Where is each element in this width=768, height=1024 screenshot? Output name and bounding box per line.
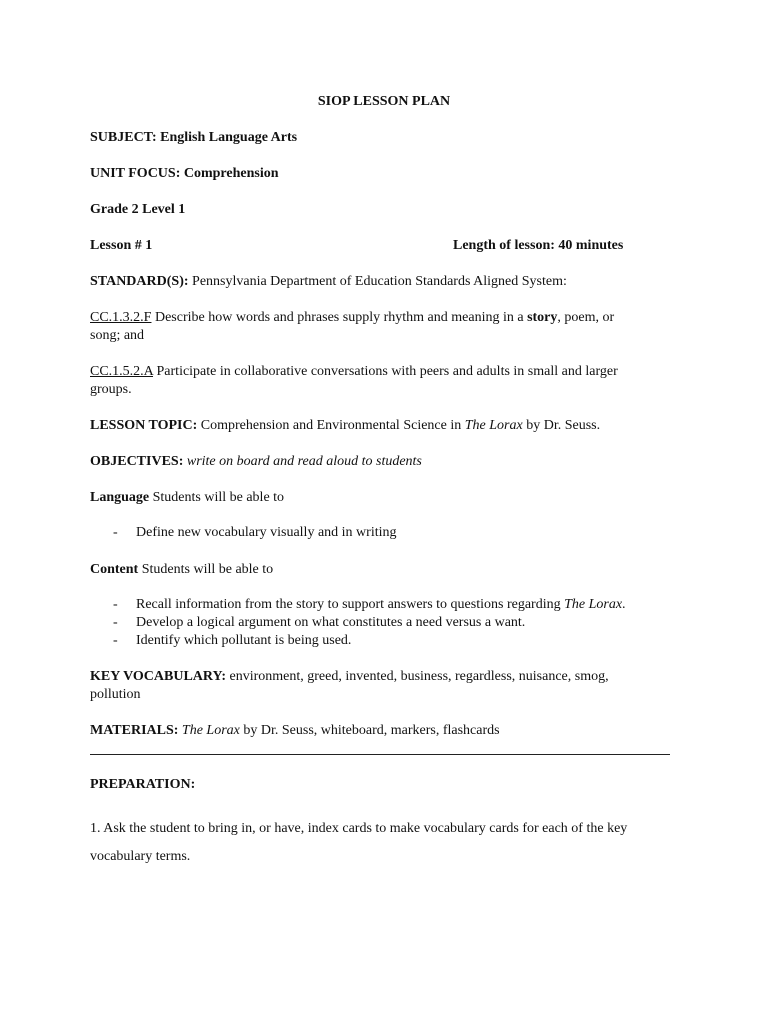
preparation-step-text-line2: vocabulary terms. xyxy=(90,849,191,864)
list-item-post: . xyxy=(622,597,626,612)
grade-line xyxy=(90,201,670,219)
key-vocabulary-label: KEY VOCABULARY: xyxy=(90,669,227,684)
page-title: SIOP LESSON PLAN xyxy=(317,94,451,109)
list-item-text: Develop a logical argument on what constitutes a need versus a want. xyxy=(136,615,526,630)
key-vocabulary-terms: environment, greed, invented, business, regardless, nuisance, smog, xyxy=(229,669,609,684)
language-label: Language xyxy=(90,490,150,505)
lesson-topic-text: Comprehension and Environmental Science in xyxy=(200,418,462,433)
objectives-label: OBJECTIVES: xyxy=(90,454,184,469)
standard-text-line2: song; and xyxy=(90,328,145,343)
materials-book: The Lorax xyxy=(181,723,240,738)
list-item-text: Define new vocabulary visually and in writing xyxy=(136,525,397,540)
grade-value: Grade 2 Level 1 xyxy=(90,202,186,217)
lesson-topic-label: LESSON TOPIC: xyxy=(90,418,198,433)
standard-text-post: , poem, or xyxy=(557,310,615,325)
preparation-step-text: 1. Ask the student to bring in, or have, index cards to make vocabulary cards for each of the key xyxy=(90,821,628,836)
unit-focus-label: UNIT FOCUS: xyxy=(90,166,181,181)
standard-code-link[interactable]: CC.1.5.2.A xyxy=(90,364,154,379)
lesson-topic-book: The Lorax xyxy=(464,418,523,433)
key-vocabulary-line xyxy=(90,668,670,704)
bullet-dash: - xyxy=(113,597,118,612)
preparation-label: PREPARATION: xyxy=(90,777,196,792)
content-line xyxy=(90,561,670,579)
unit-focus-value: Comprehension xyxy=(183,166,279,181)
lesson-topic-author: by Dr. Seuss. xyxy=(526,418,601,433)
standard-code-link[interactable]: CC.1.3.2.F xyxy=(90,310,152,325)
language-value: Students will be able to xyxy=(152,490,285,505)
standards-line xyxy=(90,273,670,291)
materials-line xyxy=(90,722,670,740)
standard-item xyxy=(90,309,670,345)
lesson-line xyxy=(90,237,670,255)
unit-focus-line xyxy=(90,165,670,183)
objectives-value: write on board and read aloud to students xyxy=(186,454,422,469)
standard-text: Describe how words and phrases supply rhythm and meaning in a xyxy=(154,310,524,325)
objectives-line xyxy=(90,453,670,471)
language-line xyxy=(90,489,670,507)
lesson-length: Length of lesson: 40 minutes xyxy=(453,238,624,253)
materials-list: by Dr. Seuss, whiteboard, markers, flashcards xyxy=(243,723,500,738)
list-item-pre: Recall information from the story to support answers to questions regarding xyxy=(136,597,561,612)
list-item-book: The Lorax xyxy=(564,597,623,612)
materials-label: MATERIALS: xyxy=(90,723,179,738)
standards-label: STANDARD(S): xyxy=(90,274,189,289)
bullet-dash: - xyxy=(113,525,118,540)
content-value: Students will be able to xyxy=(141,562,274,577)
standard-item xyxy=(90,363,670,399)
subject-label: SUBJECT: xyxy=(90,130,157,145)
preparation-heading xyxy=(90,776,670,794)
key-vocabulary-terms-line2: pollution xyxy=(90,687,141,702)
subject-line xyxy=(90,129,670,147)
lesson-number: Lesson # 1 xyxy=(90,238,153,253)
standards-value: Pennsylvania Department of Education Standards Aligned System: xyxy=(192,274,567,289)
bullet-dash: - xyxy=(113,633,118,648)
preparation-step xyxy=(90,815,670,871)
horizontal-divider xyxy=(90,754,670,755)
bullet-dash: - xyxy=(113,615,118,630)
list-item-text xyxy=(136,596,626,614)
standard-text: Participate in collaborative conversations with peers and adults in small and larger xyxy=(156,364,618,379)
lesson-topic-line xyxy=(90,417,670,435)
content-label: Content xyxy=(90,562,139,577)
standard-text-line2: groups. xyxy=(90,382,132,397)
list-item-text: Identify which pollutant is being used. xyxy=(136,633,352,648)
standard-bold-word: story xyxy=(527,310,558,325)
subject-value: English Language Arts xyxy=(160,130,298,145)
